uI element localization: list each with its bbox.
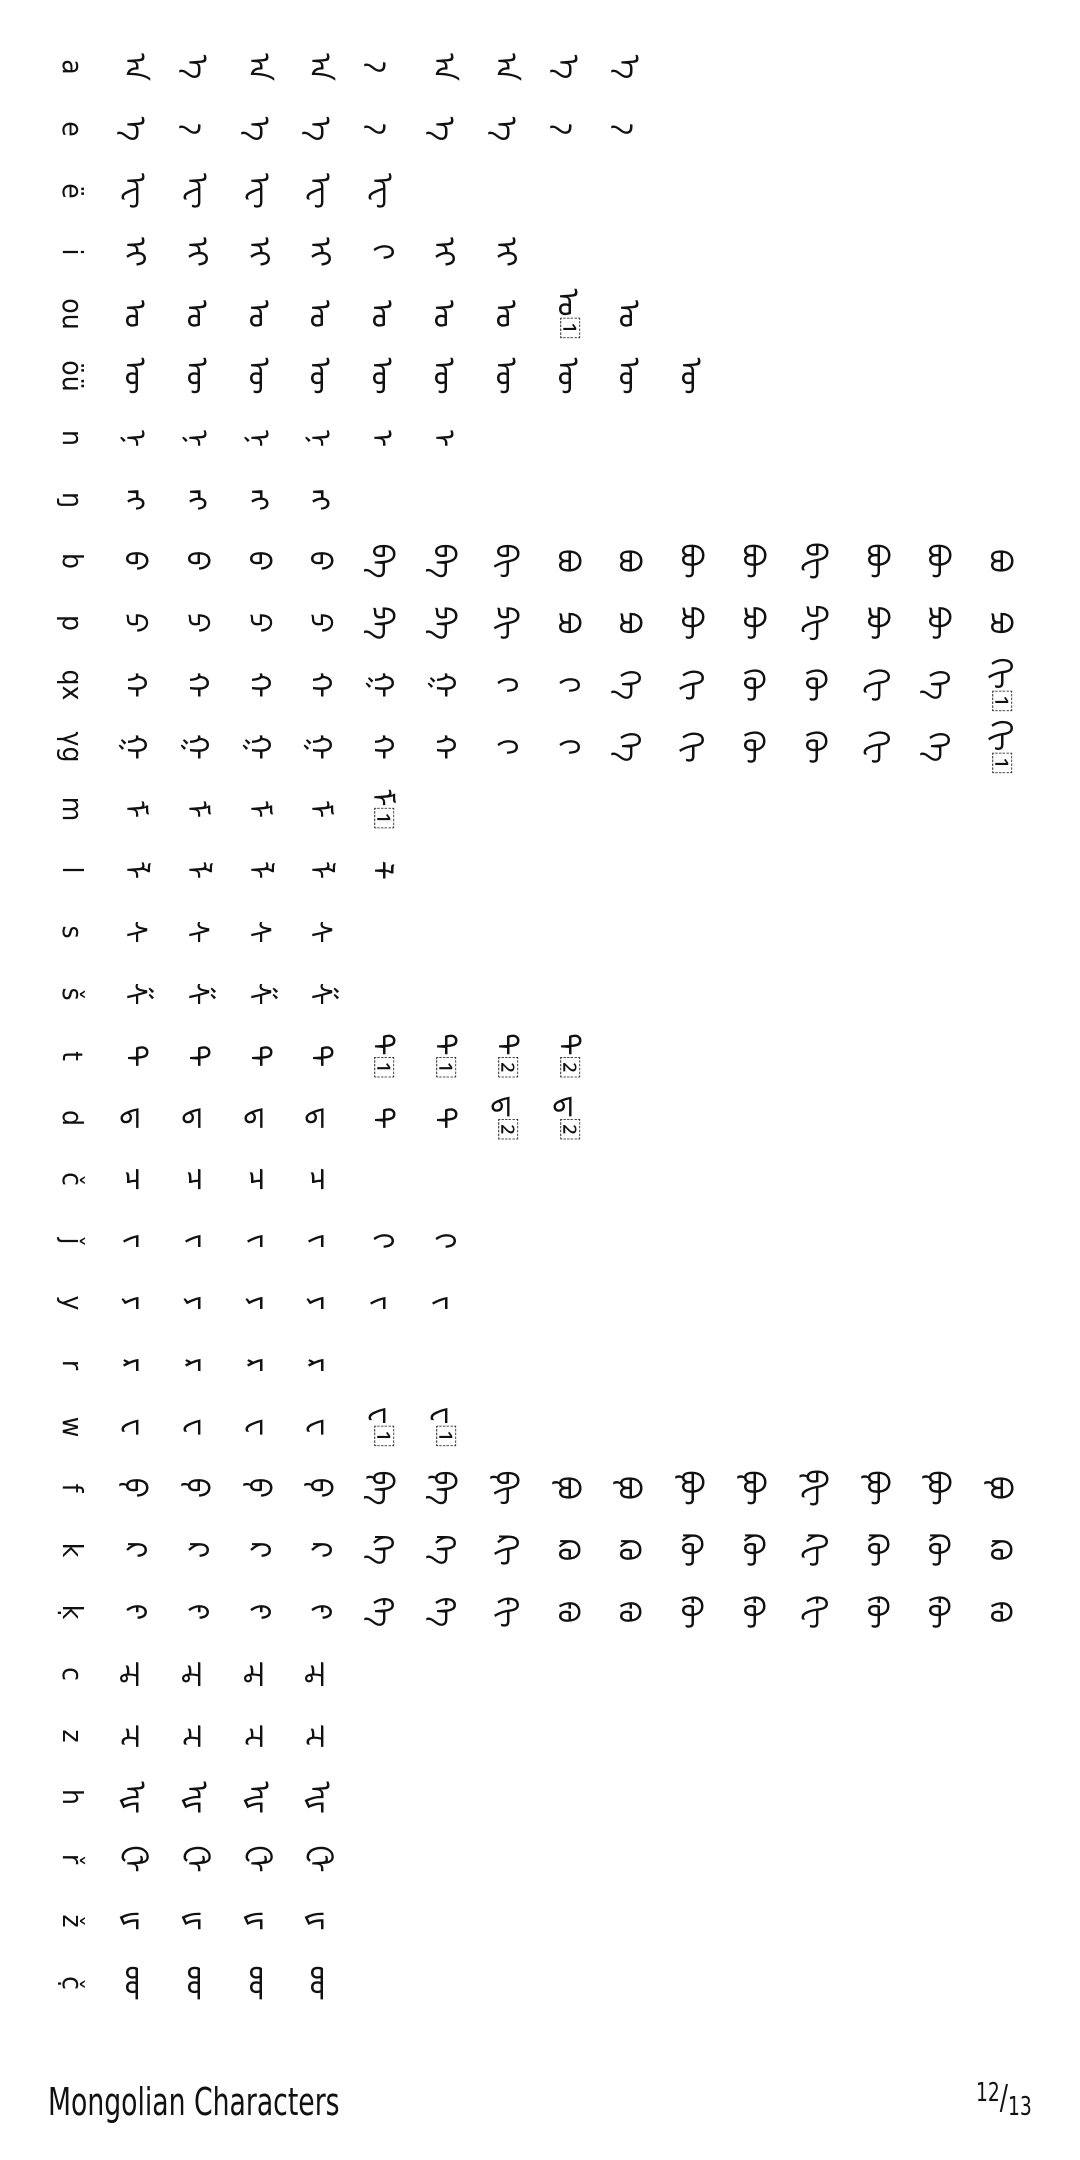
glyph-form: ᠳ᠋ — [364, 1106, 400, 1129]
page-number: 12/13 — [976, 2078, 1032, 2122]
glyph-form: ᠻᠡ — [426, 1596, 461, 1628]
glyph-form: ᠡ — [302, 116, 338, 142]
glyph-form: ᠬᠧ — [858, 667, 894, 703]
glyph-form: ᠳ — [302, 1106, 338, 1129]
glyph-form: ᠭ — [178, 733, 214, 760]
glyph-form: ᠳ — [240, 1106, 276, 1129]
glyph-form: ᠸ — [178, 1417, 214, 1436]
glyph-form: ᠠ — [426, 53, 461, 81]
glyph-form: ᠥ — [549, 357, 585, 395]
glyph-form: ᠩ — [240, 488, 276, 511]
glyph-form: ᡂ — [240, 1965, 276, 2001]
glyph-form: ᠬᠦ — [796, 667, 832, 703]
glyph-form: ᠷ — [117, 1357, 152, 1373]
row-label: l — [56, 866, 89, 874]
glyph-form: ᠥ — [364, 357, 400, 395]
glyph-form: ᠿ — [178, 1845, 214, 1873]
glyph-form: ᠻ — [178, 1603, 214, 1621]
glyph-form: ᠹ — [302, 1478, 338, 1499]
row-label: s — [56, 925, 89, 939]
glyph-form: ᠶ — [302, 1295, 338, 1311]
glyph-form: ᠪᠧ — [796, 542, 832, 581]
glyph-form: ᠪᠤ᠋ — [982, 549, 1018, 574]
glyph-form: ᠪᠥ᠋ — [858, 543, 894, 580]
glyph-form: ᠢ — [302, 237, 338, 268]
glyph-form: ᠠ᠋ — [549, 54, 585, 80]
glyph-form: ᠠ᠋ — [611, 54, 647, 80]
glyph-form: ᠧ — [178, 172, 214, 209]
row-label: k — [56, 1542, 89, 1558]
glyph-form: ᠸ᠋ — [364, 1406, 400, 1448]
glyph-form: ᡂ — [117, 1965, 152, 2001]
glyph-form: ᠱ — [117, 982, 152, 1006]
glyph-form: ᠶ᠋ — [426, 1295, 461, 1311]
glyph-form: ᠺᠢ — [487, 1534, 523, 1567]
row-label: ŋ — [56, 491, 89, 508]
glyph-form: ᠨ — [178, 428, 214, 447]
glyph-form: ᠴ — [240, 1167, 276, 1191]
glyph-form: ᠵ — [117, 1233, 152, 1249]
glyph-form: ᠲ᠌ — [549, 1033, 585, 1079]
glyph-form: ᠻᠤ᠋ — [982, 1600, 1018, 1624]
glyph-form: ᠳ᠌ — [549, 1094, 585, 1141]
glyph-form: ᠻᠦ᠋ — [920, 1594, 956, 1630]
glyph-form: ᠥ — [611, 357, 647, 395]
glyph-form: ᠼ — [240, 1660, 276, 1688]
glyph-form: ᡁ — [117, 1911, 152, 1931]
row-label: č̣ — [56, 1975, 89, 1990]
glyph-form: ᠻ — [240, 1603, 276, 1621]
glyph-form: ᠹᠣ — [549, 1476, 585, 1501]
glyph-form: ᠯ — [178, 861, 214, 880]
glyph-form: ᠭᠡ — [611, 731, 647, 763]
glyph-form: ᠵ — [178, 1233, 214, 1249]
glyph-form: ᠼ — [117, 1660, 152, 1688]
glyph-form: ᠧ — [240, 172, 276, 209]
glyph-form: ᠯ — [302, 861, 338, 880]
row-label: qx — [56, 669, 89, 701]
glyph-form: ᠥ — [117, 357, 152, 395]
glyph-form: ᠪᠣ — [549, 549, 585, 574]
glyph-form: ᠮ᠋ — [364, 788, 400, 830]
glyph-form: ᠲ — [117, 1044, 152, 1067]
glyph-form: ᠬ — [117, 672, 152, 698]
glyph-form: ᠧ — [364, 172, 400, 209]
glyph-form: ᠳ᠌ — [487, 1094, 523, 1141]
row-label: d — [56, 1109, 89, 1126]
glyph-form: ᠢ — [426, 237, 461, 268]
glyph-form: ᠨ — [302, 428, 338, 447]
glyph-form: ᠪᠦ — [735, 543, 770, 580]
glyph-form: ᡁ — [240, 1911, 276, 1931]
glyph-form: ᠡ᠋ — [549, 122, 585, 136]
glyph-form: ᠫᠡ — [426, 606, 461, 641]
glyph-form: ᠭ — [240, 733, 276, 760]
glyph-form: ᠫᠤ — [611, 611, 647, 635]
glyph-form: ᠫᠦ — [735, 605, 770, 641]
glyph-form: ᠻᠣ — [549, 1600, 585, 1624]
glyph-form: ᠭᠢ — [673, 730, 709, 763]
page-title: Mongolian Characters — [48, 2080, 340, 2124]
glyph-form: ᠳ — [117, 1106, 152, 1129]
glyph-form: ᠶ᠋ — [364, 1295, 400, 1311]
glyph-form: ᠭᠧ — [858, 729, 894, 764]
glyph-form: ᠰ — [178, 920, 214, 944]
glyph-form: ᠽ — [240, 1723, 276, 1748]
row-label: m — [56, 796, 89, 821]
glyph-form: ᠡ᠋ — [364, 122, 400, 136]
glyph-form: ᠨ — [240, 428, 276, 447]
glyph-form: ᠺ — [240, 1541, 276, 1559]
glyph-form: ᠸ — [240, 1417, 276, 1436]
glyph-form: ᠺᠠ — [364, 1534, 400, 1566]
glyph-form: ᠱ — [178, 982, 214, 1006]
glyph-form: ᠣ᠋ — [549, 288, 585, 340]
glyph-form: ᠶ — [117, 1295, 152, 1311]
glyph-form: ᠪᠢ — [487, 543, 523, 579]
glyph-form: ᠣ — [487, 300, 523, 329]
row-label: w — [56, 1416, 89, 1437]
glyph-form: ᠭ — [117, 733, 152, 760]
glyph-form: ᠡ — [426, 116, 461, 142]
glyph-form: ᠬ᠋ — [364, 672, 400, 698]
row-label: p — [56, 615, 89, 632]
glyph-form: ᠩ — [178, 488, 214, 511]
glyph-form: ᠬ — [302, 672, 338, 698]
glyph-form: ᠫᠧ — [796, 604, 832, 642]
glyph-form: ᠺ — [117, 1541, 152, 1559]
glyph-form: ᠠ᠌ — [364, 60, 400, 74]
glyph-form: ᡁ — [178, 1911, 214, 1931]
glyph-form: ᠻᠠ — [364, 1596, 400, 1628]
glyph-form: ᠹᠤ — [611, 1476, 647, 1501]
row-label: t — [56, 1050, 89, 1061]
glyph-form: ᠥ — [426, 357, 461, 395]
glyph-form: ᠩ — [302, 488, 338, 511]
glyph-form: ᠺᠥ — [673, 1533, 709, 1568]
glyph-form: ᡂ — [302, 1965, 338, 2001]
row-label: f — [56, 1483, 89, 1493]
glyph-form: ᠬᠢ᠋ — [982, 657, 1018, 713]
glyph-form: ᠶ — [240, 1295, 276, 1311]
glyph-form: ᠮ — [302, 799, 338, 818]
glyph-form: ᠧ — [117, 172, 152, 209]
row-label: n — [56, 429, 89, 446]
glyph-form: ᠫᠥ — [673, 605, 709, 641]
glyph-form: ᠫᠢ — [487, 606, 523, 641]
glyph-form: ᠪᠡ — [426, 543, 461, 579]
glyph-form: ᠹ — [178, 1478, 214, 1499]
glyph-form: ᠺᠥ᠋ — [858, 1533, 894, 1568]
row-label: γg — [56, 731, 89, 763]
glyph-form: ᠹ — [117, 1478, 152, 1499]
glyph-form: ᠫᠣ — [549, 611, 585, 635]
glyph-form: ᠵ — [302, 1233, 338, 1249]
glyph-form: ᠡ᠋ — [178, 122, 214, 136]
glyph-form: ᠻ — [302, 1603, 338, 1621]
glyph-form: ᠡ᠋ — [611, 122, 647, 136]
glyph-form: ᠸ — [117, 1417, 152, 1436]
glyph-form: ᠻᠤ — [611, 1600, 647, 1624]
row-label: z — [56, 1728, 89, 1743]
row-label: a — [56, 59, 89, 75]
row-label: y — [56, 1295, 89, 1311]
glyph-form: ᠫ — [117, 613, 152, 634]
row-label: ḳ — [56, 1604, 89, 1620]
glyph-form: ᠭᠦ — [796, 729, 832, 764]
glyph-form: ᠻᠧ — [796, 1594, 832, 1630]
glyph-form: ᠺᠧ — [796, 1533, 832, 1568]
row-label: c — [56, 1666, 89, 1681]
glyph-form: ᠢ — [117, 237, 152, 268]
glyph-form: ᠭᠥ — [735, 729, 770, 764]
glyph-form: ᠳ — [178, 1106, 214, 1129]
glyph-form: ᠰ — [240, 920, 276, 944]
glyph-form: ᠺᠦ — [735, 1533, 770, 1568]
row-label: ž — [56, 1914, 89, 1928]
glyph-form: ᠻᠥ — [673, 1594, 709, 1630]
glyph-form: ᠭ — [302, 733, 338, 760]
glyph-form: ᠶ — [178, 1295, 214, 1311]
glyph-form: ᠫᠥ᠋ — [858, 605, 894, 641]
glyph-form: ᠹᠡ — [426, 1470, 461, 1506]
row-label: ë — [56, 182, 89, 199]
glyph-form: ᠬᠡ — [611, 669, 647, 701]
glyph-form: ᠹᠥ — [673, 1470, 709, 1507]
glyph-form: ᠪ — [117, 551, 152, 572]
glyph-form: ᠻᠢ — [487, 1596, 523, 1628]
glyph-form: ᠿ — [302, 1845, 338, 1873]
glyph-form: ᠢ — [240, 237, 276, 268]
glyph-form: ᠣ — [117, 300, 152, 329]
glyph-form: ᠭᠡ᠋ — [920, 731, 956, 763]
glyph-form: ᠥ — [673, 357, 709, 395]
glyph-form: ᠠ᠋ — [178, 54, 214, 80]
row-label: š — [56, 987, 89, 1001]
glyph-form: ᠬᠥ — [735, 667, 770, 703]
glyph-form: ᠺ — [302, 1541, 338, 1559]
glyph-form: ᠪᠤ — [611, 549, 647, 574]
glyph-form: ᠽ — [117, 1723, 152, 1748]
row-label: č — [56, 1172, 89, 1187]
glyph-form: ᠣ — [240, 300, 276, 329]
glyph-form: ᠮ — [240, 799, 276, 818]
glyph-form: ᠠ — [117, 53, 152, 81]
glyph-form: ᠫ — [240, 613, 276, 634]
glyph-form: ᠹᠢ — [487, 1470, 523, 1506]
glyph-form: ᠷ — [178, 1357, 214, 1373]
glyph-form: ᠣ — [364, 300, 400, 329]
glyph-form: ᠥ — [487, 357, 523, 395]
glyph-form: ᠬ — [178, 672, 214, 698]
glyph-form: ᠫ — [302, 613, 338, 634]
glyph-form: ᠠ — [240, 53, 276, 81]
glyph-form: ᠩ — [117, 488, 152, 511]
glyph-form: ᠺᠤ — [611, 1538, 647, 1562]
glyph-form: ᠸ — [302, 1417, 338, 1436]
row-label: öü — [56, 360, 89, 392]
glyph-form: ᠹᠦ — [735, 1470, 770, 1507]
glyph-form: ᠼ — [178, 1660, 214, 1688]
glyph-form: ᡁ — [302, 1911, 338, 1931]
glyph-form: ᠺᠤ᠋ — [982, 1538, 1018, 1562]
glyph-form: ᠢ᠋ — [364, 244, 400, 261]
row-label: b — [56, 553, 89, 570]
glyph-form: ᠴ — [178, 1167, 214, 1191]
row-label: i — [56, 248, 89, 256]
row-label: ř — [56, 1854, 89, 1865]
glyph-form: ᠥ — [240, 357, 276, 395]
glyph-form: ᠷ — [302, 1357, 338, 1373]
glyph-form: ᠲ — [178, 1044, 214, 1067]
glyph-form: ᠣ — [426, 300, 461, 329]
glyph-form: ᠱ — [302, 982, 338, 1006]
page-number-current: 12 — [976, 2078, 1000, 2108]
glyph-form: ᠣ — [178, 300, 214, 329]
glyph-form: ᠬ᠌ — [549, 676, 585, 694]
glyph-form: ᠣ — [611, 300, 647, 329]
glyph-form: ᠿ — [117, 1845, 152, 1873]
glyph-form: ᠬᠢ — [673, 669, 709, 701]
glyph-form: ᠳ᠋ — [426, 1106, 461, 1129]
glyph-form: ᠾ — [302, 1780, 338, 1815]
glyph-form: ᠼ — [302, 1660, 338, 1688]
glyph-form: ᠭ᠌ — [487, 738, 523, 755]
glyph-form: ᠥ — [178, 357, 214, 395]
glyph-form: ᠮ — [178, 799, 214, 818]
glyph-form: ᠴ — [117, 1167, 152, 1191]
row-label: ǰ — [56, 1237, 89, 1245]
glyph-form: ᠭ᠋ — [426, 733, 461, 760]
glyph-form: ᠵ᠋ — [364, 1232, 400, 1250]
glyph-form: ᠪ — [178, 551, 214, 572]
glyph-form: ᠱ — [240, 982, 276, 1006]
glyph-form: ᠢ — [487, 237, 523, 268]
glyph-form: ᠪᠠ — [364, 543, 400, 579]
glyph-form: ᠹᠧ — [796, 1469, 832, 1508]
glyph-form: ᠨ᠋ — [426, 428, 461, 447]
glyph-form: ᠫᠠ — [364, 606, 400, 641]
glyph-form: ᠪ — [302, 551, 338, 572]
glyph-form: ᠽ — [178, 1723, 214, 1748]
glyph-form: ᠵ᠋ — [426, 1232, 461, 1250]
glyph-form: ᠠ — [302, 53, 338, 81]
glyph-form: ᠪᠥ — [673, 543, 709, 580]
glyph-form: ᠫᠤ᠋ — [982, 611, 1018, 635]
glyph-form: ᠿ — [240, 1845, 276, 1873]
glyph-form: ᠥ — [302, 357, 338, 395]
glyph-form: ᠵ — [240, 1233, 276, 1249]
row-label: ou — [56, 298, 89, 330]
glyph-form: ᠺ — [178, 1541, 214, 1559]
glyph-form: ᠾ — [240, 1780, 276, 1815]
glyph-form: ᠫ — [178, 613, 214, 634]
glyph-form: ᠯ — [117, 861, 152, 880]
glyph-form: ᠡ — [240, 116, 276, 142]
glyph-form: ᠷ — [240, 1357, 276, 1373]
glyph-form: ᠨ᠋ — [364, 428, 400, 447]
glyph-form: ᠡ — [487, 116, 523, 142]
glyph-form: ᠬ᠌ — [487, 676, 523, 694]
glyph-form: ᠪ — [240, 551, 276, 572]
glyph-form: ᠭᠢ᠋ — [982, 719, 1018, 775]
glyph-form: ᠹᠦ᠋ — [920, 1470, 956, 1507]
glyph-form: ᠭ᠋ — [364, 733, 400, 760]
row-label: h — [56, 1789, 89, 1806]
glyph-form: ᠬ — [240, 672, 276, 698]
glyph-form: ᠭ᠌ — [549, 738, 585, 755]
glyph-form: ᠠ — [487, 53, 523, 81]
glyph-form: ᠻᠦ — [735, 1594, 770, 1630]
glyph-form: ᠰ — [117, 920, 152, 944]
glyph-form: ᠺᠦ᠋ — [920, 1533, 956, 1568]
glyph-form: ᠬ᠋ — [426, 672, 461, 698]
glyph-form: ᠧ — [302, 172, 338, 209]
glyph-form: ᠴ — [302, 1167, 338, 1191]
glyph-form: ᠨ — [117, 428, 152, 447]
glyph-form: ᠯ᠋ — [364, 860, 400, 881]
glyph-form: ᠫᠦ᠋ — [920, 605, 956, 641]
row-label: r — [56, 1359, 89, 1370]
glyph-form: ᠬᠡ᠋ — [920, 669, 956, 701]
glyph-form: ᠣ — [302, 300, 338, 329]
glyph-form: ᠲ᠋ — [364, 1033, 400, 1079]
glyph-form: ᠪᠦ᠋ — [920, 543, 956, 580]
glyph-form: ᠮ — [117, 799, 152, 818]
glyph-form: ᠲ᠋ — [426, 1033, 461, 1079]
glyph-form: ᠢ — [178, 237, 214, 268]
glyph-form: ᠾ — [117, 1780, 152, 1815]
glyph-form: ᠲ — [240, 1044, 276, 1067]
glyph-form: ᠹᠠ — [364, 1470, 400, 1506]
glyph-form: ᠻᠥ᠋ — [858, 1594, 894, 1630]
glyph-form: ᠻ — [117, 1603, 152, 1621]
glyph-form: ᠺᠡ — [426, 1534, 461, 1566]
glyph-form: ᠹᠤ᠋ — [982, 1476, 1018, 1501]
glyph-form: ᠡ — [117, 116, 152, 142]
glyph-form: ᠲ᠌ — [487, 1033, 523, 1079]
glyph-form: ᠲ — [302, 1044, 338, 1067]
row-label: e — [56, 121, 89, 137]
glyph-form: ᠺᠣ — [549, 1538, 585, 1562]
glyph-form: ᠯ — [240, 861, 276, 880]
glyph-form: ᠽ — [302, 1723, 338, 1748]
page-number-total: 13 — [1008, 2092, 1032, 2122]
glyph-form: ᠾ — [178, 1780, 214, 1815]
glyph-form: ᠰ — [302, 920, 338, 944]
glyph-form: ᠹ — [240, 1478, 276, 1499]
glyph-form: ᠹᠥ᠋ — [858, 1470, 894, 1507]
glyph-form: ᠸ᠋ — [426, 1406, 461, 1448]
glyph-form: ᡂ — [178, 1965, 214, 2001]
